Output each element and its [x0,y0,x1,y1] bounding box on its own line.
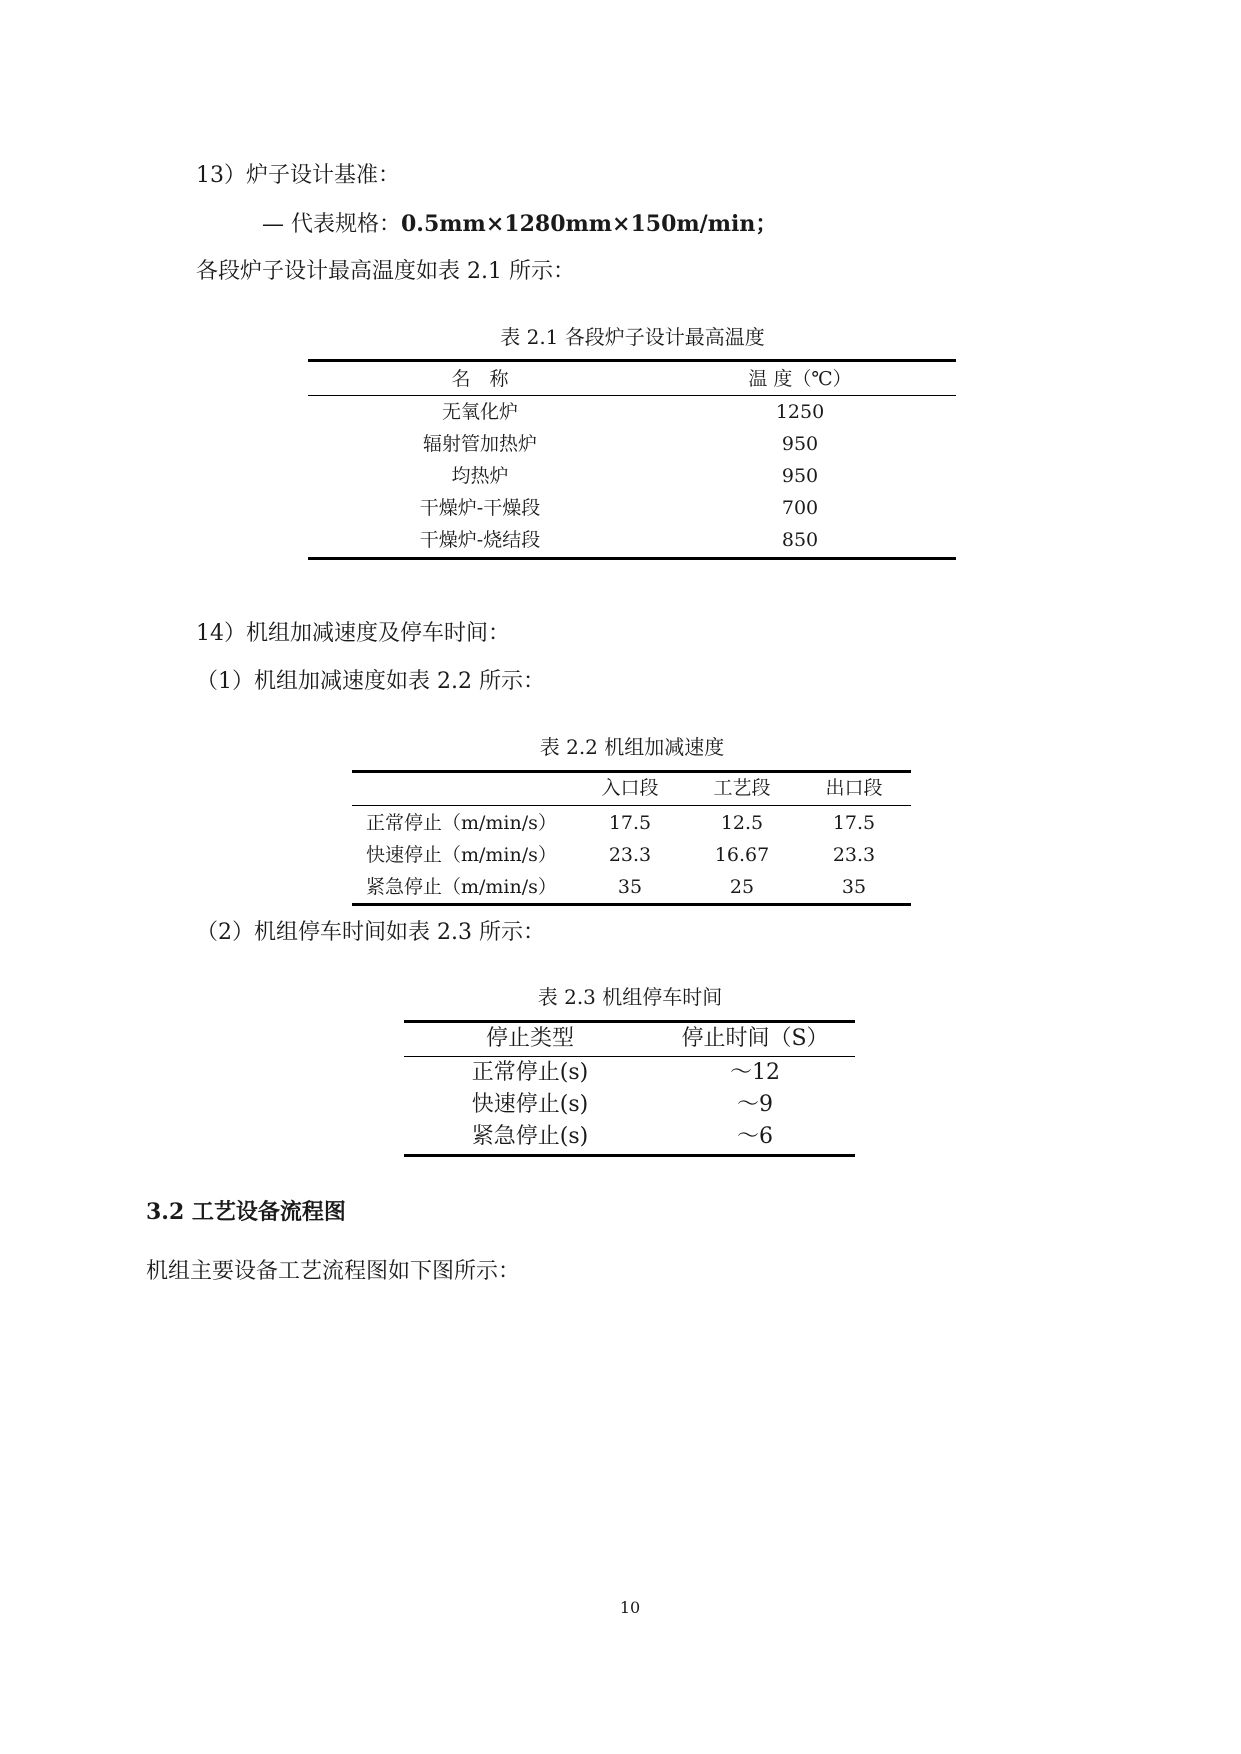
table1-row-temp: 950 [781,433,819,455]
page-number: 10 [619,1598,641,1617]
table3-header-time: 停止时间（S） [681,1026,829,1051]
table2-row-label: 快速停止（m/min/s） [366,844,557,866]
table3-header-type: 停止类型 [485,1026,574,1051]
table2-row-value: 25 [729,876,755,898]
table1-header-rule [308,395,956,396]
section-3-2-body: 机组主要设备工艺流程图如下图所示： [146,1259,521,1284]
table1-row-temp: 950 [781,465,819,487]
table2-row-value: 17.5 [832,812,876,834]
table2-header-exit: 出口段 [825,777,883,799]
table1-row-temp: 700 [781,497,819,519]
table3-row-time: ～12 [730,1060,780,1085]
table2-caption: 表 2.2 机组加减速度 [539,735,725,759]
section-3-2-title: 3.2 工艺设备流程图 [146,1199,346,1225]
spec-line [262,210,777,239]
item-14-sub2: （2）机组停车时间如表 2.3 所示： [196,920,545,945]
spec-prefix: — 代表规格： [262,212,401,237]
table2-row-value: 23.3 [608,844,652,866]
table3-row-type: 正常停止(s) [471,1060,589,1085]
table2-row-label: 正常停止（m/min/s） [366,812,557,834]
item-14-heading: 14）机组加减速度及停车时间： [196,621,510,646]
table1-row-name: 辐射管加热炉 [422,433,537,455]
table1-intro: 各段炉子设计最高温度如表 2.1 所示： [196,259,575,284]
table2-row-value: 35 [841,876,867,898]
table2-row-value: 23.3 [832,844,876,866]
table1-top-rule [308,359,956,362]
table2-row-label: 紧急停止（m/min/s） [366,876,557,898]
table1-bottom-rule [308,557,956,560]
table3-header-rule [404,1056,855,1057]
table2-row-value: 12.5 [720,812,764,834]
table3-row-time: ～6 [737,1124,773,1149]
table1-row-name: 干燥炉-烧结段 [419,529,541,551]
table2-header-rule [352,805,911,806]
table1-row-name: 干燥炉-干燥段 [419,497,541,519]
table3-top-rule [404,1020,855,1023]
table3-row-type: 快速停止(s) [471,1092,589,1117]
table1-row-name: 均热炉 [451,465,509,487]
table1-caption: 表 2.1 各段炉子设计最高温度 [500,325,765,349]
table1-header-temp: 温 度（℃） [748,368,852,390]
spec-value: 0.5mm×1280mm×150m/min； [401,211,778,237]
item-13-heading: 13）炉子设计基准： [196,163,400,188]
item-14-sub1: （1）机组加减速度如表 2.2 所示： [196,669,545,694]
table1-header-name: 名 称 [451,368,509,390]
table2-row-value: 16.67 [714,844,770,866]
table2-row-value: 17.5 [608,812,652,834]
table3-row-time: ～9 [737,1092,773,1117]
table2-header-process: 工艺段 [713,777,771,799]
table3-caption: 表 2.3 机组停车时间 [537,985,723,1009]
table2-top-rule [352,770,911,773]
table2-row-value: 35 [617,876,643,898]
table1-row-temp: 1250 [775,401,825,423]
table3-bottom-rule [404,1154,855,1157]
table2-header-entry: 入口段 [601,777,659,799]
table1-row-name: 无氧化炉 [441,401,518,423]
table3-row-type: 紧急停止(s) [471,1124,589,1149]
table1-row-temp: 850 [781,529,819,551]
table2-bottom-rule [352,903,911,906]
